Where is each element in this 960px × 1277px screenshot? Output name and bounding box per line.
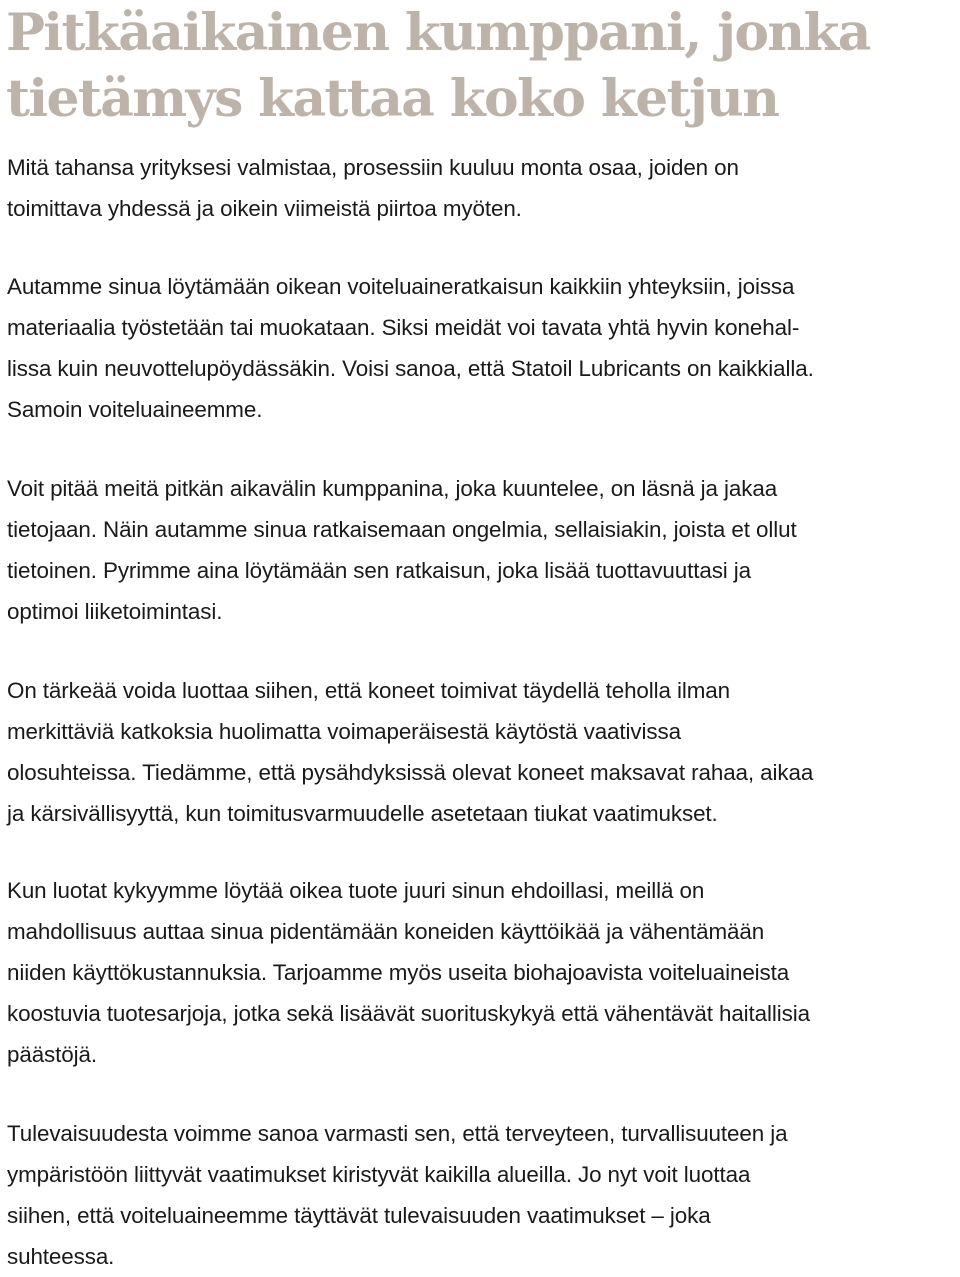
body-paragraph [7,670,959,834]
body-paragraph [7,468,959,632]
closing-paragraph [7,1113,959,1277]
title-line: tietämys kattaa koko ketjun [6,68,779,129]
text-line: tietoinen. Pyrimme aina löytämään sen ratkaisun, joka lisää tuottavuuttasi ja [7,558,752,583]
text-line: tietojaan. Näin autamme sinua ratkaisemaan ongelmia, sellaisiakin, joista et ollut [7,517,797,542]
text-line: Tulevaisuudesta voimme sanoa varmasti sen, että terveyteen, turvallisuuteen ja [7,1121,788,1146]
body-paragraph [7,266,959,430]
text-line: suhteessa. [7,1244,115,1269]
text-line: materiaalia työstetään tai muokataan. Siksi meidät voi tavata yhtä hyvin konehal- [7,315,800,340]
title-line: Pitkäaikainen kumppani, jonka [6,2,870,63]
text-line: toimittava yhdessä ja oikein viimeistä piirtoa myöten. [7,196,522,221]
text-line: Autamme sinua löytämään oikean voiteluaineratkaisun kaikkiin yhteyksiin, joissa [7,274,795,299]
text-line: koostuvia tuotesarjoja, jotka sekä lisäävät suorituskykyä että vähentävät haitallisia [7,1001,810,1026]
text-line: merkittäviä katkoksia huolimatta voimaperäisestä käytöstä vaativissa [7,719,681,744]
intro-paragraph [7,147,959,229]
text-line: Voit pitää meitä pitkän aikavälin kumppanina, joka kuuntelee, on läsnä ja jakaa [7,476,778,501]
page-title [6,0,956,132]
text-line: Mitä tahansa yrityksesi valmistaa, prosessiin kuuluu monta osaa, joiden on [7,155,739,180]
text-line: lissa kuin neuvottelupöydässäkin. Voisi sanoa, että Statoil Lubricants on kaikkialla. [7,356,814,381]
text-line: Samoin voiteluaineemme. [7,397,263,422]
text-line: Kun luotat kykyymme löytää oikea tuote juuri sinun ehdoillasi, meillä on [7,878,705,903]
text-line: On tärkeää voida luottaa siihen, että koneet toimivat täydellä teholla ilman [7,678,731,703]
body-paragraph [7,870,959,1075]
text-line: olosuhteissa. Tiedämme, että pysähdyksissä olevat koneet maksavat rahaa, aikaa [7,760,814,785]
text-line: optimoi liiketoimintasi. [7,599,223,624]
text-line: ympäristöön liittyvät vaatimukset kiristyvät kaikilla alueilla. Jo nyt voit luottaa [7,1162,751,1187]
text-line: niiden käyttökustannuksia. Tarjoamme myös useita biohajoavista voiteluaineista [7,960,790,985]
text-line: siihen, että voiteluaineemme täyttävät tulevaisuuden vaatimukset – joka [7,1203,711,1228]
text-line: päästöjä. [7,1042,97,1067]
text-line: ja kärsivällisyyttä, kun toimitusvarmuudelle asetetaan tiukat vaatimukset. [7,801,718,826]
text-line: mahdollisuus auttaa sinua pidentämään koneiden käyttöikää ja vähentämään [7,919,765,944]
